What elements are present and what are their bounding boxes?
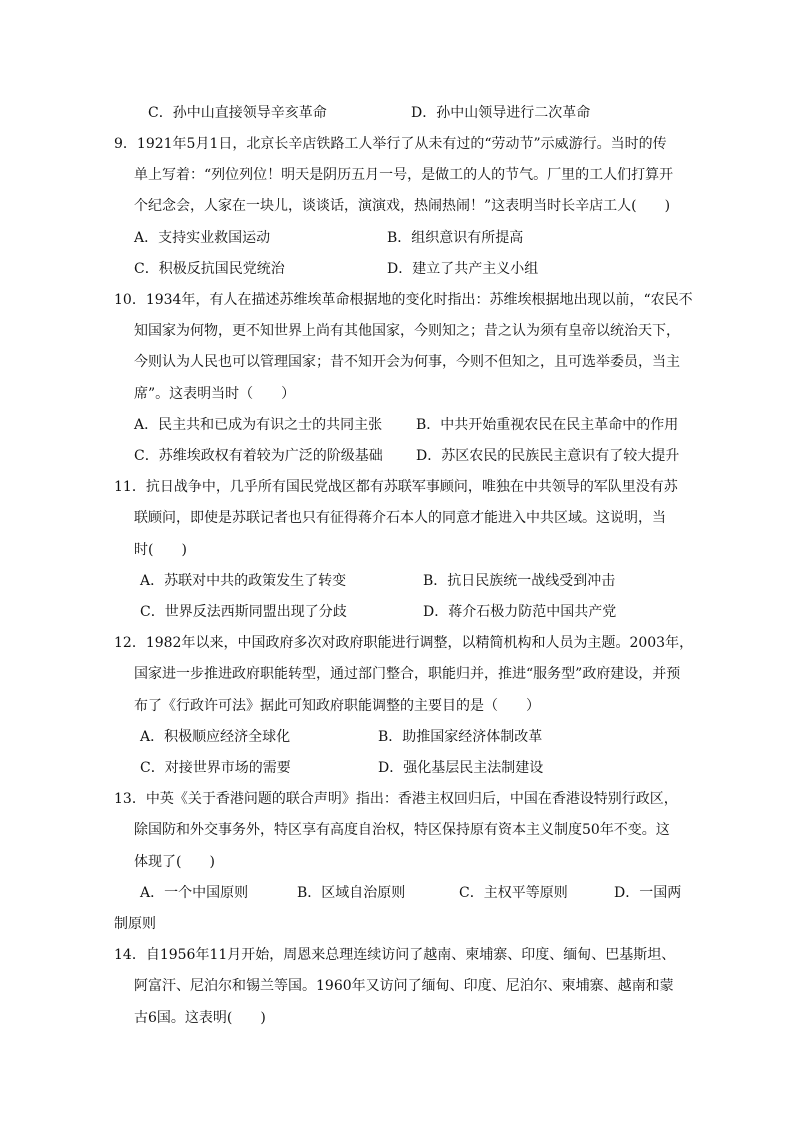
q14-stem-line-2: 阿富汗、尼泊尔和锡兰等国。1960年又访问了缅甸、印度、尼泊尔、柬埔寨、越南和蒙 [134, 978, 674, 994]
q10-option-d: D．苏区农民的民族民主意识有了较大提升 [416, 448, 680, 464]
q8-option-c: C．孙中山直接领导辛亥革命 [148, 105, 327, 121]
q10-stem-line-4: 席”。这表明当时（ ） [134, 386, 296, 402]
q11-stem-line-2: 联顾问，即使是苏联记者也只有征得蒋介石本人的同意才能进入中共区域。这说明，当 [134, 510, 666, 526]
q9-stem-line-2: 单上写着：“列位列位！明天是阴历五月一号，是做工的人的节气。厂里的工人们打算开 [134, 167, 674, 183]
q9-stem-line-1: 9．1921年5月1日，北京长辛店铁路工人举行了从未有过的“劳动节”示威游行。当时的传 [114, 136, 667, 152]
q13-option-d: D．一国两 [614, 885, 682, 901]
q14-stem-line-1: 14．自1956年11月开始，周恩来总理连续访问了越南、柬埔寨、印度、缅甸、巴基斯坦、 [114, 947, 676, 963]
q14-stem-line-3: 古6国。这表明( ) [134, 1010, 266, 1026]
q10-option-c: C．苏维埃政权有着较为广泛的阶级基础 [134, 448, 383, 464]
q13-stem-line-1: 13．中英《关于香港问题的联合声明》指出：香港主权回归后，中国在香港设特别行政区， [114, 791, 678, 807]
q12-option-c: C．对接世界市场的需要 [140, 760, 291, 776]
q11-stem-line-1: 11．抗日战争中，几乎所有国民党战区都有苏联军事顾问，唯独在中共领导的军队里没有苏 [114, 479, 678, 495]
q10-stem-line-1: 10．1934年，有人在描述苏维埃革命根据地的变化时指出：苏维埃根据地出现以前，“农民不 [114, 292, 693, 308]
q13-stem-line-2: 除国防和外交事务外，特区享有高度自治权，特区保持原有资本主义制度50年不变。这 [134, 822, 670, 838]
q9-option-a: A．支持实业救国运动 [134, 230, 271, 246]
q13-option-b: B．区域自治原则 [297, 885, 406, 901]
q12-stem-line-1: 12．1982年以来，中国政府多次对政府职能进行调整，以精简机构和人员为主题。2003年， [114, 635, 694, 651]
q12-option-d: D．强化基层民主法制建设 [378, 760, 544, 776]
q13-option-a: A．一个中国原则 [140, 885, 249, 901]
q10-stem-line-3: 今则认为人民也可以管理国家；昔不知开会为何事，今则不但知之，且可选举委员，当主 [134, 354, 680, 370]
q9-option-d: D．建立了共产主义小组 [387, 261, 539, 277]
q11-stem-line-3: 时( ) [134, 542, 187, 558]
q13-option-c: C．主权平等原则 [459, 885, 568, 901]
q11-option-d: D．蒋介石极力防范中国共产党 [423, 604, 617, 620]
q10-option-a: A．民主共和已成为有识之士的共同主张 [134, 417, 383, 433]
q13-option-d-continuation: 制原则 [114, 916, 156, 932]
q11-option-c: C．世界反法西斯同盟出现了分歧 [140, 604, 347, 620]
q10-stem-line-2: 知国家为何物，更不知世界上尚有其他国家，今则知之；昔之认为须有皇帝以统治天下， [134, 323, 680, 339]
q12-option-a: A．积极顺应经济全球化 [140, 729, 291, 745]
q9-option-b: B．组织意识有所提高 [387, 230, 524, 246]
q9-stem-line-3: 个纪念会，人家在一块儿，谈谈话，演演戏，热闹热闹！”这表明当时长辛店工人( ) [134, 198, 671, 214]
q8-option-d: D．孙中山领导进行二次革命 [411, 105, 591, 121]
q10-option-b: B．中共开始重视农民在民主革命中的作用 [416, 417, 679, 433]
q12-option-b: B．助推国家经济体制改革 [378, 729, 543, 745]
q11-option-a: A．苏联对中共的政策发生了转变 [140, 573, 347, 589]
q11-option-b: B．抗日民族统一战线受到冲击 [423, 573, 616, 589]
q12-stem-line-2: 国家进一步推进政府职能转型，通过部门整合，职能归并，推进“服务型”政府建设，并预 [134, 666, 681, 682]
q13-stem-line-3: 体现了( ) [134, 854, 215, 870]
q9-option-c: C．积极反抗国民党统治 [134, 261, 285, 277]
q12-stem-line-3: 布了《行政许可法》据此可知政府职能调整的主要目的是（ ） [134, 698, 540, 714]
